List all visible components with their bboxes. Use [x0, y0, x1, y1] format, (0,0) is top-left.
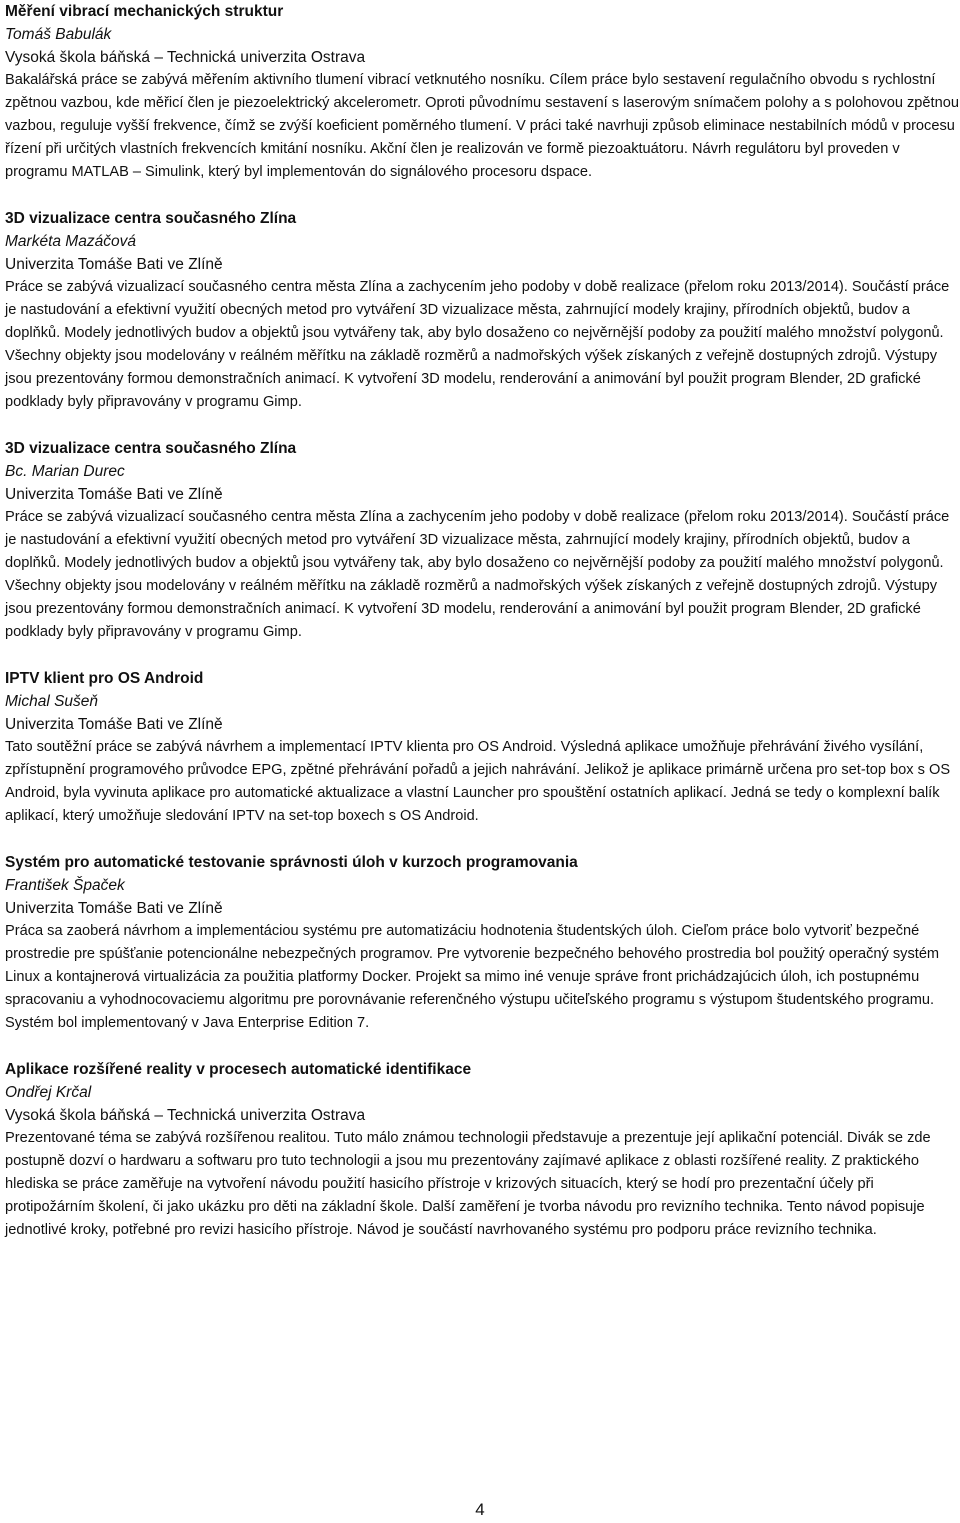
entry-abstract: Prezentované téma se zabývá rozšířenou realitou. Tuto málo známou technologii představuje a prezentuje její aplikační potenciál. Divák se zde postupně dozví o hardwaru a softwaru pro tuto technologii a jsou mu prezentovány zajímavé aplikace z oblasti rozšířené reality. Z praktického hlediska se práce zaměřuje na vytvoření návodu použití hasicího přístroje v krizových situacích, který se hodí pro prezentační účely při protipožárním školení, či jako ukázku pro děti na základní škole. Další zaměření je tvorba návodu pro revizního technika. Tento návod popisuje jednotlivé kroky, potřebné pro revizi hasicího přístroje. Návod je součástí navrhovaného systému pro podporu práce revizního technika. — [5, 1130, 931, 1238]
entry-abstract: Práce se zabývá vizualizací současného centra města Zlína a zachycením jeho podoby v době realizace (přelom roku 2013/2014). Součástí práce je nastudování a efektivní využití obecných metod pro vytváření 3D vizualizace města, zahrnující modely krajiny, přírodních objektů, budov a doplňků. Modely jednotlivých budov a objektů jsou vytvářeny tak, aby bylo dosaženo co nejvěrnější podoby za použití malého množství polygonů. Všechny objekty jsou modelovány v reálném měřítku na základě rozměrů a nadmořských výšek získaných z veřejně dostupných zdrojů. Výstupy jsou prezentovány formou demonstračních animací. K vytvoření 3D modelu, renderování a animování byl použit program Blender, 2D grafické podklady byly připravovány v programu Gimp. — [5, 279, 950, 410]
entry-title: Systém pro automatické testovanie správnosti úloh v kurzoch programovania — [5, 854, 578, 871]
page-number: 4 — [475, 1500, 485, 1519]
entry-author: Bc. Marian Durec — [5, 463, 125, 480]
entry-author: Ondřej Krčal — [5, 1084, 92, 1101]
entry-testovanie — [5, 851, 960, 1035]
entry-title: 3D vizualizace centra současného Zlína — [5, 210, 297, 227]
entry-affiliation: Univerzita Tomáše Bati ve Zlíně — [5, 716, 223, 733]
entry-author: Markéta Mazáčová — [5, 233, 136, 250]
entry-affiliation: Univerzita Tomáše Bati ve Zlíně — [5, 900, 223, 917]
entry-abstract: Práce se zabývá vizualizací současného centra města Zlína a zachycením jeho podoby v době realizace (přelom roku 2013/2014). Součástí práce je nastudování a efektivní využití obecných metod pro vytváření 3D vizualizace města, zahrnující modely krajiny, přírodních objektů, budov a doplňků. Modely jednotlivých budov a objektů jsou vytvářeny tak, aby bylo dosaženo co nejvěrnější podoby za použití malého množství polygonů. Všechny objekty jsou modelovány v reálném měřítku na základě rozměrů a nadmořských výšek získaných z veřejně dostupných zdrojů. Výstupy jsou prezentovány formou demonstračních animací. K vytvoření 3D modelu, renderování a animování byl použit program Blender, 2D grafické podklady byly připravovány v programu Gimp. — [5, 509, 950, 640]
entry-title: Aplikace rozšířené reality v procesech automatické identifikace — [5, 1061, 472, 1078]
entry-rozsirena-realita — [5, 1058, 960, 1242]
entry-vizualizace-durec — [5, 437, 960, 644]
entry-title: IPTV klient pro OS Android — [5, 670, 204, 687]
entry-abstract: Bakalářská práce se zabývá měřením aktivního tlumení vibrací vetknutého nosníku. Cílem práce bylo sestavení regulačního obvodu s rychlostní zpětnou vazbou, kde měřicí člen je piezoelektrický akcelerometr. Oproti původnímu sestavení s laserovým snímačem polohy a s polohovou zpětnou vazbou, reguluje vyšší frekvence, čímž se zvýší koeficient poměrného tlumení. V práci také navrhuji způsob eliminace nestabilních módů v procesu řízení při určitých vlastních frekvencích kmitání nosníku. Akční člen je realizován ve formě piezoaktuátoru. Návrh regulátoru byl proveden v programu MATLAB – Simulink, který byl implementován do signálového procesoru dspace. — [5, 72, 959, 180]
entry-abstract: Práca sa zaoberá návrhom a implementáciou systému pre automatizáciu hodnotenia študentských úloh. Cieľom práce bolo vytvoriť bezpečné prostredie pre spúšťanie potencionálne nebezpečných programov. Pre vytvorenie bezpečného behového prostredia bol použitý operačný systém Linux a kontajnerová virtualizácia za použitia platformy Docker. Projekt sa mimo iné venuje správe front prichádzajúcich úloh, ich postupnému spracovaniu a vyhodnocovaciemu algoritmu pre porovnávanie referenčného výstupu učiteľského programu s výstupom študentského programu. Systém bol implementovaný v Java Enterprise Edition 7. — [5, 923, 940, 1031]
entry-author: Tomáš Babulák — [5, 26, 112, 43]
entry-title: Měření vibrací mechanických struktur — [5, 3, 284, 20]
document-body — [5, 0, 960, 1242]
entry-affiliation: Univerzita Tomáše Bati ve Zlíně — [5, 486, 223, 503]
entry-vibrace — [5, 0, 960, 184]
entry-vizualizace-mazacova — [5, 207, 960, 414]
entry-abstract: Tato soutěžní práce se zabývá návrhem a implementací IPTV klienta pro OS Android. Výsledná aplikace umožňuje přehrávání živého vysílání, zpřístupnění programového průvodce EPG, zpětné přehrávání pořadů a jejich nahrávání. Jelikož je aplikace primárně určena pro set-top box s OS Android, byla vyvinuta aplikace pro automatické aktualizace a vlastní Launcher pro spouštění ostatních aplikací. Jedná se tedy o komplexní balík aplikací, který umožňuje sledování IPTV na set-top boxech s OS Android. — [5, 739, 951, 824]
entry-author: František Špaček — [5, 877, 125, 894]
entry-affiliation: Vysoká škola báňská – Technická univerzita Ostrava — [5, 49, 366, 66]
entry-title: 3D vizualizace centra současného Zlína — [5, 440, 297, 457]
entry-affiliation: Univerzita Tomáše Bati ve Zlíně — [5, 256, 223, 273]
entry-iptv — [5, 667, 960, 828]
entry-author: Michal Sušeň — [5, 693, 99, 710]
entry-affiliation: Vysoká škola báňská – Technická univerzita Ostrava — [5, 1107, 366, 1124]
